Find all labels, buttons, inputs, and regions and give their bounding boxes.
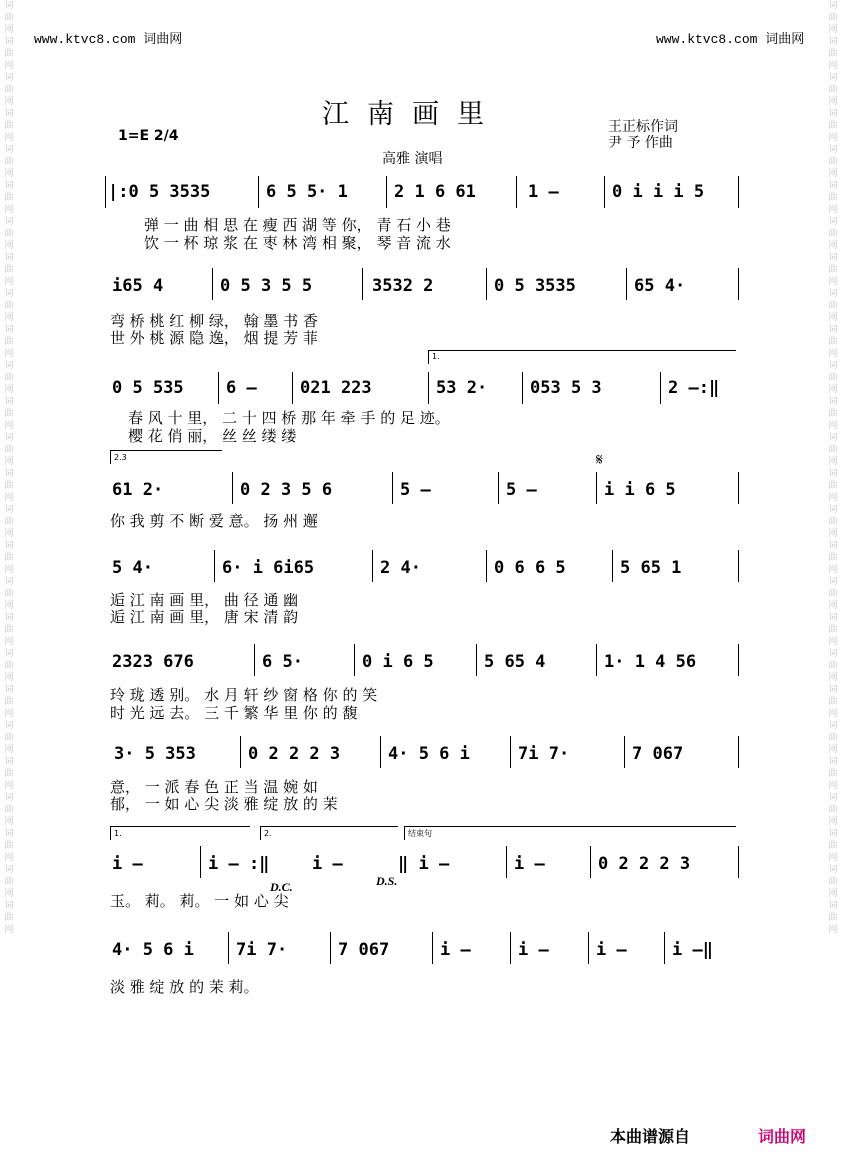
bar-line	[738, 644, 739, 676]
bar-line	[486, 550, 487, 582]
lyric-verse-2: 樱 花 俏 丽， 丝 丝 缕 缕	[128, 427, 297, 445]
measure: 0 i i i 5	[612, 182, 705, 202]
bar-line	[228, 932, 229, 964]
volta-bracket	[404, 826, 405, 840]
site-mark-right: www.ktvc8.com 词曲网	[656, 32, 805, 47]
measure: i –	[514, 854, 545, 874]
bar-line	[105, 176, 106, 208]
bar-line	[218, 372, 219, 404]
bar-line	[380, 736, 381, 768]
measure: 61 2·	[112, 480, 164, 500]
measure: 7 067	[338, 940, 390, 960]
measure: 5 –	[506, 480, 537, 500]
side-watermark-right: 词曲网词曲网词曲网词曲网词曲网词曲网词曲网词曲网词曲网词曲网词曲网词曲网词曲网词曲网词曲网词曲网词曲网词曲网词曲网词曲网词曲网词曲网词曲网词曲网词曲网词曲网	[828, 1, 838, 935]
bar-line	[596, 644, 597, 676]
bar-line	[428, 372, 429, 404]
measure: 2323 676	[112, 652, 194, 672]
volta-bracket	[110, 450, 222, 451]
measure: 053 5 3	[530, 378, 602, 398]
bar-line	[738, 736, 739, 768]
bar-line	[738, 550, 739, 582]
measure: i i 6 5	[604, 480, 676, 500]
ds-marking: D.S.	[376, 874, 398, 888]
measure: 0 2 3 5 6	[240, 480, 333, 500]
lyric-verse-1: 逅 江 南 画 里， 曲 径 通 幽	[110, 591, 299, 609]
volta-23-label: 2.3	[114, 453, 127, 462]
bar-line	[510, 932, 511, 964]
measure: i –‖	[672, 940, 713, 960]
measure: 0 2 2 2 3	[248, 744, 341, 764]
volta-bracket	[110, 450, 111, 464]
measure: 4· 5 6 i	[112, 940, 194, 960]
lyric-verse-2: 饮 一 杯 琼 浆 在 枣 林 湾 相 聚， 琴 音 流 水	[144, 234, 451, 252]
bar-line	[486, 268, 487, 300]
bar-line	[626, 268, 627, 300]
measure: i –	[112, 854, 143, 874]
volta-bracket	[260, 826, 261, 840]
key-signature: 1=E 2/4	[118, 128, 179, 144]
side-watermark-left: 词曲网词曲网词曲网词曲网词曲网词曲网词曲网词曲网词曲网词曲网词曲网词曲网词曲网词曲网词曲网词曲网词曲网词曲网词曲网词曲网词曲网词曲网词曲网词曲网词曲网词曲网	[4, 1, 14, 935]
bar-line	[612, 550, 613, 582]
volta-bracket	[110, 826, 250, 827]
measure: i –	[440, 940, 471, 960]
bar-line	[624, 736, 625, 768]
measure: ‖ i –	[398, 854, 450, 874]
measure: 0 5 535	[112, 378, 184, 398]
measure: i65 4	[112, 276, 164, 296]
measure: |:0 5 3535	[108, 182, 211, 202]
measure: 1· 1 4 56	[604, 652, 697, 672]
singer-credit: 高雅 演唱	[382, 151, 443, 167]
measure: 6 5 5· 1	[266, 182, 348, 202]
lyric-verse-1: 玲 珑 透 别。 水 月 轩 纱 窗 格 你 的 笑	[110, 686, 378, 704]
bar-line	[738, 472, 739, 504]
measure: i –	[596, 940, 627, 960]
measure: 2 –:‖	[668, 378, 720, 398]
lyric-verse-2: 时 光 远 去。 三 千 繁 华 里 你 的 馥	[110, 704, 358, 722]
measure: 4· 5 6 i	[388, 744, 470, 764]
bar-line	[664, 932, 665, 964]
volta-bracket	[404, 826, 736, 827]
lyric-line: 玉。 莉。 莉。 一 如 心 尖	[110, 892, 289, 910]
measure: 53 2·	[436, 378, 488, 398]
measure: 021 223	[300, 378, 372, 398]
lyric-line: 你 我 剪 不 断 爱 意。 扬 州 邂	[110, 512, 318, 530]
bar-line	[506, 846, 507, 878]
measure: 2 4·	[380, 558, 421, 578]
measure: 6 –	[226, 378, 257, 398]
measure: 3532 2	[372, 276, 434, 296]
site-mark-left: www.ktvc8.com 词曲网	[34, 32, 183, 47]
lyric-verse-1: 弹 一 曲 相 思 在 瘦 西 湖 等 你， 青 石 小 巷	[144, 216, 451, 234]
volta-bracket	[428, 350, 429, 364]
measure: i –	[312, 854, 343, 874]
bar-line	[372, 550, 373, 582]
measure: 7i 7·	[518, 744, 570, 764]
volta-bracket	[110, 826, 111, 840]
bar-line	[476, 644, 477, 676]
bar-line	[292, 372, 293, 404]
bar-line	[738, 176, 739, 208]
bar-line	[660, 372, 661, 404]
footer-source-text: 本曲谱源自	[610, 1127, 691, 1146]
bar-line	[498, 472, 499, 504]
segno-icon: 𝄋	[596, 450, 603, 469]
bar-line	[432, 932, 433, 964]
measure: 6· i 6i65	[222, 558, 315, 578]
bar-line	[510, 736, 511, 768]
dc-marking: D.C.	[270, 880, 293, 894]
bar-line	[254, 644, 255, 676]
bar-line	[738, 846, 739, 878]
volta-bracket	[260, 826, 398, 827]
lyric-verse-2: 郁， 一 如 心 尖 淡 雅 绽 放 的 茉	[110, 795, 338, 813]
lyricist-credit: 王正标作词	[608, 119, 678, 135]
measure: 3· 5 353	[114, 744, 196, 764]
measure: 5 65 4	[484, 652, 546, 672]
volta-2-label: 2.	[264, 829, 272, 838]
measure: 0 5 3535	[494, 276, 576, 296]
measure: 65 4·	[634, 276, 686, 296]
bar-line	[258, 176, 259, 208]
lyric-line: 淡 雅 绽 放 的 茉 莉。	[110, 978, 259, 996]
measure: 6 5·	[262, 652, 303, 672]
bar-line	[354, 644, 355, 676]
bar-line	[516, 176, 517, 208]
lyric-verse-1: 春 风 十 里， 二 十 四 桥 那 年 牵 手 的 足 迹。	[128, 409, 450, 427]
bar-line	[588, 932, 589, 964]
composer-credit: 尹 予 作曲	[608, 135, 673, 151]
measure: 0 i 6 5	[362, 652, 434, 672]
measure: 0 6 6 5	[494, 558, 566, 578]
measure: 0 2 2 2 3	[598, 854, 691, 874]
bar-line	[240, 736, 241, 768]
bar-line	[362, 268, 363, 300]
measure: 7i 7·	[236, 940, 288, 960]
bar-line	[596, 472, 597, 504]
footer-brand-link[interactable]: 词曲网	[758, 1127, 807, 1146]
bar-line	[232, 472, 233, 504]
measure: 5 –	[400, 480, 431, 500]
bar-line	[330, 932, 331, 964]
measure: 5 65 1	[620, 558, 682, 578]
measure: i – :‖	[208, 854, 270, 874]
measure: 2 1 6 61	[394, 182, 476, 202]
bar-line	[738, 268, 739, 300]
lyric-verse-2: 世 外 桃 源 隐 逸， 烟 提 芳 菲	[110, 329, 318, 347]
measure: i –	[518, 940, 549, 960]
lyric-verse-1: 弯 桥 桃 红 柳 绿， 翰 墨 书 香	[110, 312, 318, 330]
bar-line	[604, 176, 605, 208]
song-title: 江南画里	[322, 99, 502, 130]
bar-line	[392, 472, 393, 504]
lyric-verse-2: 逅 江 南 画 里， 唐 宋 清 韵	[110, 608, 299, 626]
volta-1-label: 1.	[114, 829, 122, 838]
volta-1-label: 1.	[432, 352, 440, 361]
bar-line	[212, 268, 213, 300]
measure: 0 5 3 5 5	[220, 276, 313, 296]
bar-line	[522, 372, 523, 404]
measure: 5 4·	[112, 558, 153, 578]
bar-line	[590, 846, 591, 878]
ending-label: 结束句	[408, 829, 432, 838]
lyric-verse-1: 意， 一 派 春 色 正 当 温 婉 如	[110, 778, 318, 796]
measure: 7 067	[632, 744, 684, 764]
bar-line	[214, 550, 215, 582]
bar-line	[386, 176, 387, 208]
bar-line	[200, 846, 201, 878]
volta-bracket	[428, 350, 736, 351]
measure: 1 –	[528, 182, 559, 202]
